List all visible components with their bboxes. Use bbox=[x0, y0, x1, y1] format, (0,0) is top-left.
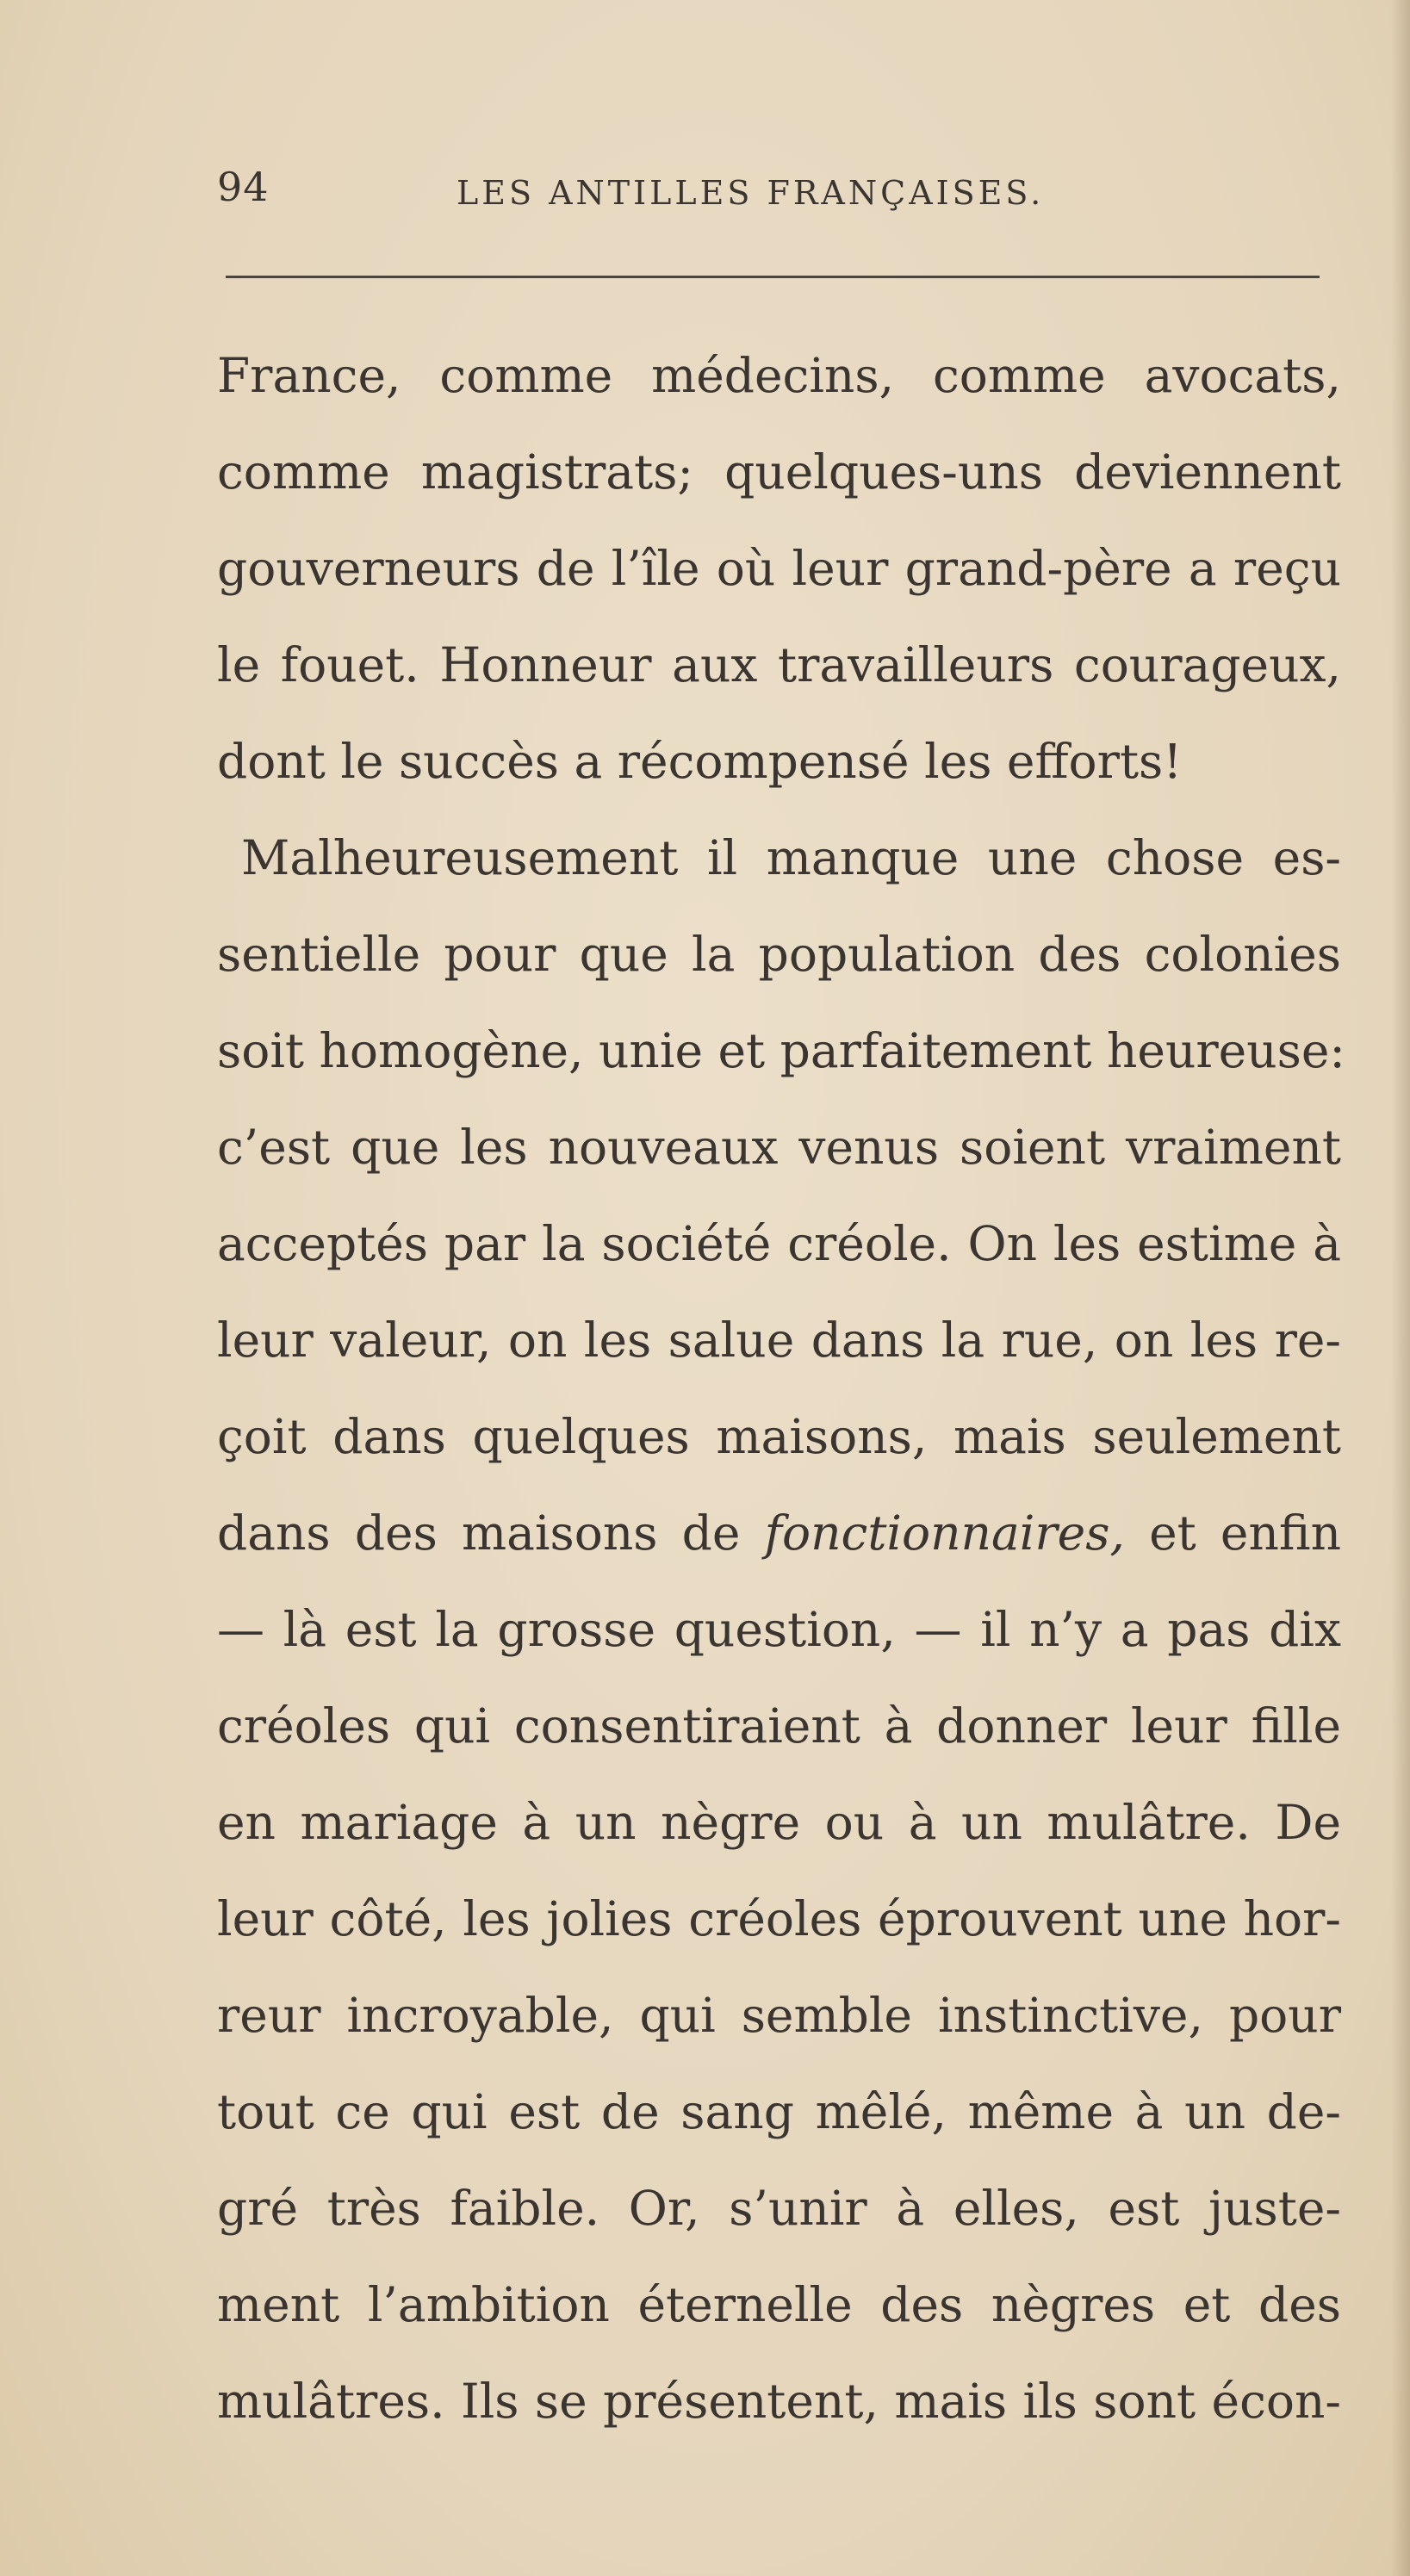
text-line: en mariage à un nègre ou à un mulâtre. De bbox=[217, 1795, 1341, 1850]
text-line: Malheureusement il manque une chose es- bbox=[241, 830, 1341, 885]
text-line: ment l’ambition éternelle des nègres et des bbox=[217, 2277, 1341, 2332]
text-line: gouverneurs de l’île où leur grand-père a reçu bbox=[217, 541, 1341, 596]
text-line: soit homogène, unie et parfaitement heureuse: bbox=[217, 1023, 1345, 1078]
text-line: — là est la grosse question, — il n’y a pas dix bbox=[217, 1602, 1341, 1657]
text-line: çoit dans quelques maisons, mais seulement bbox=[217, 1409, 1341, 1464]
text-line: sentielle pour que la population des colonies bbox=[217, 927, 1341, 982]
text-line: c’est que les nouveaux venus soient vraiment bbox=[217, 1120, 1341, 1175]
text-segment: dans des maisons de bbox=[217, 1505, 741, 1561]
text-line: créoles qui consentiraient à donner leur fille bbox=[217, 1698, 1341, 1754]
text-line: France, comme médecins, comme avocats, bbox=[217, 348, 1341, 403]
text-line: comme magistrats; quelques-uns deviennent bbox=[217, 444, 1341, 500]
text-line: gré très faible. Or, s’unir à elles, est juste- bbox=[217, 2181, 1341, 2236]
text-line: leur valeur, on les salue dans la rue, on les re- bbox=[217, 1313, 1341, 1368]
page-header bbox=[217, 164, 1328, 233]
page-edge-shadow bbox=[1391, 0, 1410, 2576]
header-rule bbox=[226, 276, 1320, 278]
running-head: LES ANTILLES FRANÇAISES. bbox=[457, 174, 1045, 212]
text-line: dont le succès a récompensé les efforts! bbox=[217, 734, 1183, 789]
body-text bbox=[217, 327, 1345, 2449]
text-line: leur côté, les jolies créoles éprouvent une hor- bbox=[217, 1891, 1341, 1946]
text-line: reur incroyable, qui semble instinctive, pour bbox=[217, 1988, 1341, 2043]
text-line: acceptés par la société créole. On les estime à bbox=[217, 1216, 1341, 1271]
text-line: tout ce qui est de sang mêlé, même à un de- bbox=[217, 2084, 1341, 2139]
page-number: 94 bbox=[217, 164, 270, 210]
italic-term: fonctionnaires, bbox=[764, 1505, 1125, 1561]
text-line-mixed bbox=[217, 1485, 1341, 1581]
text-line: le fouet. Honneur aux travailleurs courageux, bbox=[217, 637, 1341, 692]
text-segment: et enfin bbox=[1149, 1505, 1342, 1561]
text-line: mulâtres. Ils se présentent, mais ils sont écon- bbox=[217, 2374, 1341, 2429]
